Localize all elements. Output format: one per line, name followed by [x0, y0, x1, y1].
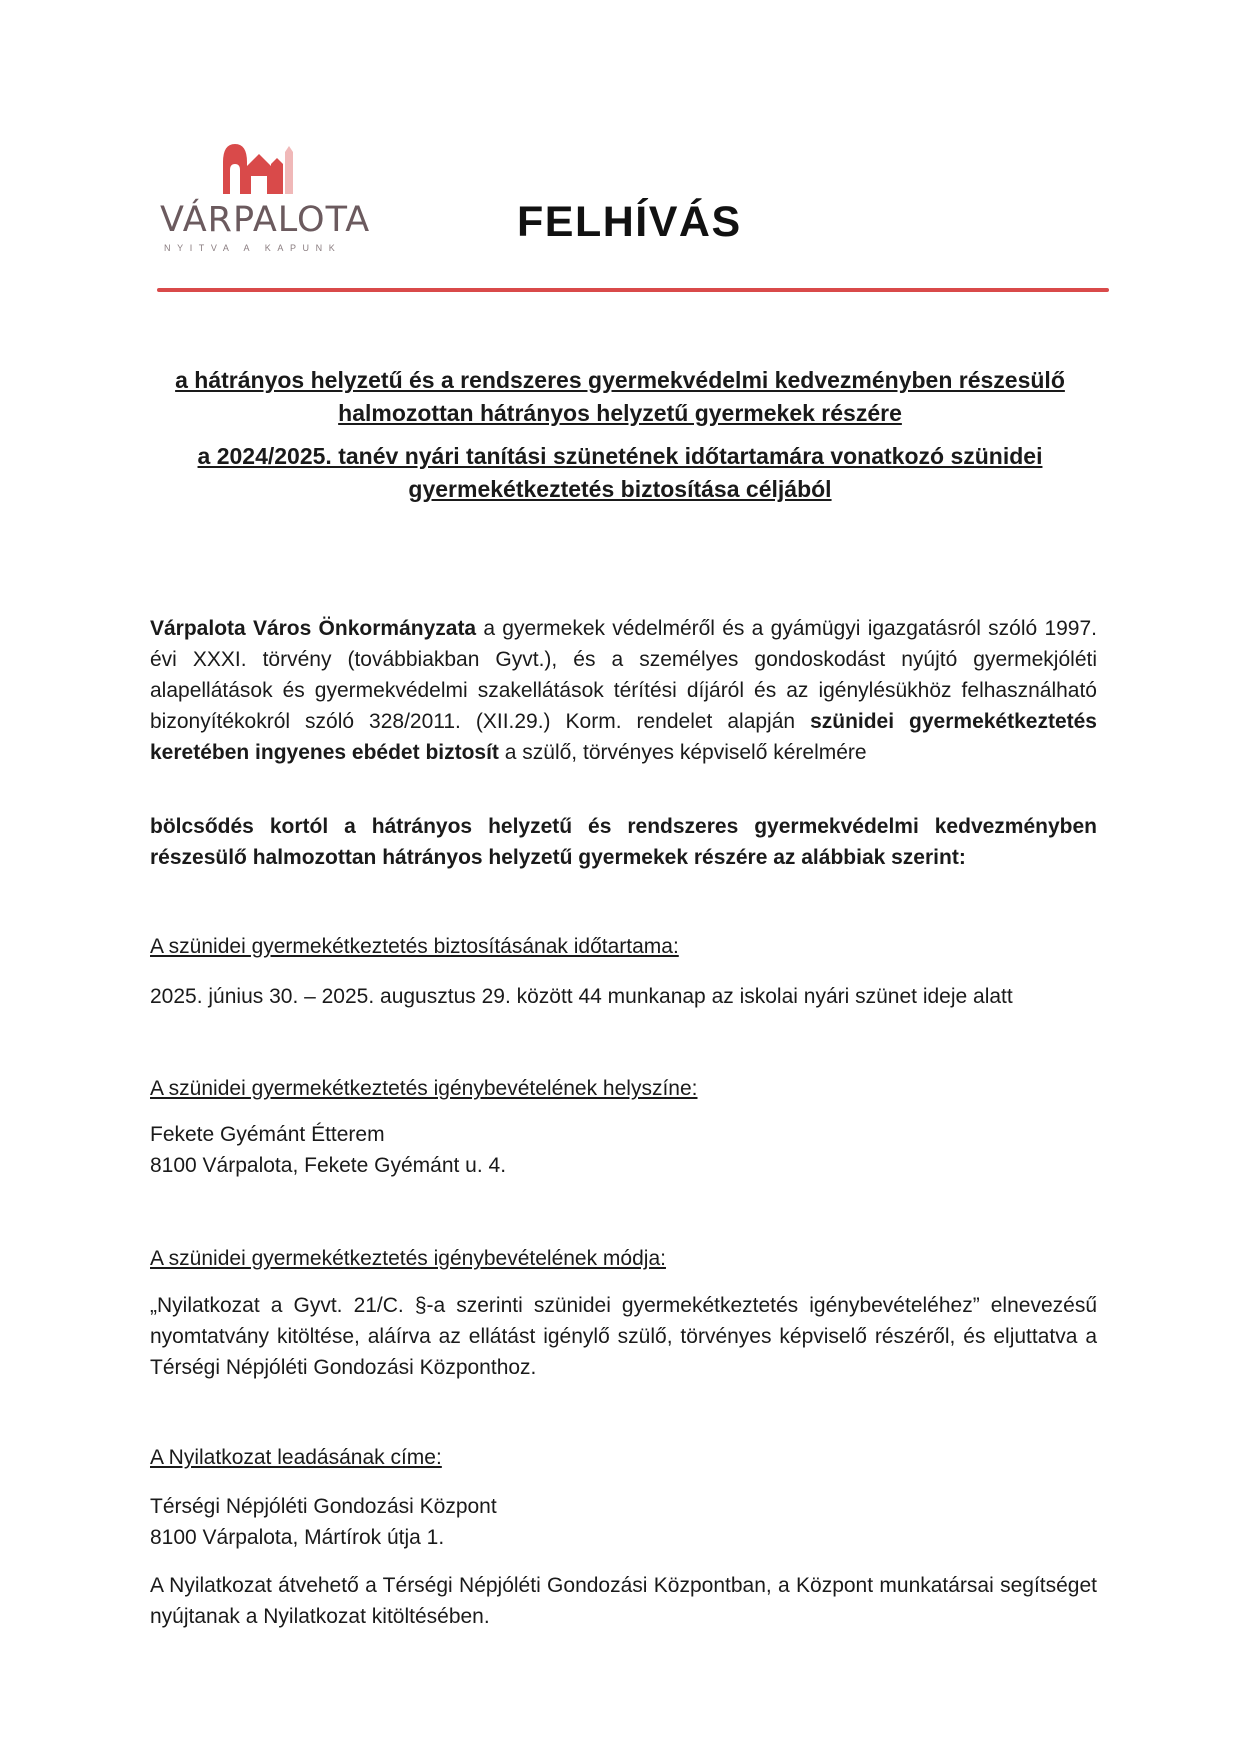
heading-line-1: a hátrányos helyzetű és a rendszeres gyermekvédelmi kedvezményben részesülő halmozottan hátrányos helyzetű gyermekek részére [175, 367, 1065, 426]
intro-paragraph [150, 613, 1097, 768]
submission-name: Térségi Népjóléti Gondozási Központ [150, 1495, 497, 1518]
intro-subject: Várpalota Város Önkormányzata [150, 617, 477, 640]
city-logo [160, 138, 375, 258]
intro-text-2: a szülő, törvényes képviselő kérelmére [498, 741, 867, 764]
mode-text: „Nyilatkozat a Gyvt. 21/C. §-a szerinti szünidei gyermekétkeztetés igénybevételéhez” elnevezésű nyomtatvány kitöltése, aláírva az ellátást igénylő szülő, törvényes képviselő részéről, és eljuttatva a Térségi Népjóléti Gondozási Központhoz. [150, 1294, 1097, 1379]
submission-heading: A Nyilatkozat leadásának címe: [150, 1446, 442, 1469]
page-title: FELHÍVÁS [517, 198, 742, 246]
submission-address: 8100 Várpalota, Mártírok útja 1. [150, 1526, 445, 1549]
submission-note: A Nyilatkozat átvehető a Térségi Népjóléti Gondozási Központban, a Központ munkatársai segítséget nyújtanak a Nyilatkozat kitöltésében. [150, 1574, 1097, 1628]
header-divider [157, 288, 1109, 292]
intro-text-1: a gyermekek védelméről és a gyámügyi igazgatásról szóló 1997. évi XXXI. törvény (továbbiakban Gyvt.), és a személyes gondoskodást nyújtó gyermekjóléti alapellátások és gyermekvédelmi szakellátások térítési díjáról és az igénylésükhöz felhasználható bizonyítékokról szóló 328/2011. (XII.29.) Korm. rendelet alapján [150, 617, 1097, 733]
duration-heading: A szünidei gyermekétkeztetés biztosításának időtartama: [150, 935, 679, 958]
location-name: Fekete Gyémánt Étterem [150, 1123, 385, 1146]
mode-heading: A szünidei gyermekétkeztetés igénybevételének módja: [150, 1247, 666, 1270]
location-address: 8100 Várpalota, Fekete Gyémánt u. 4. [150, 1154, 507, 1177]
location-heading: A szünidei gyermekétkeztetés igénybevételének helyszíne: [150, 1077, 698, 1100]
logo-tagline: NYITVA A KAPUNK [164, 243, 342, 253]
logo-name: VÁRPALOTA [160, 200, 371, 240]
duration-text: 2025. június 30. – 2025. augusztus 29. között 44 munkanap az iskolai nyári szünet ideje alatt [150, 985, 1013, 1008]
intro-emphasis: szünidei gyermekétkeztetés keretében ingyenes ebédet biztosít [150, 710, 1097, 764]
logo-tower [271, 158, 283, 194]
logo-house-2 [245, 154, 273, 194]
logo-tower-faded [285, 146, 293, 194]
target-group: bölcsődés kortól a hátrányos helyzetű és rendszeres gyermekvédelmi kedvezményben részesülő halmozottan hátrányos helyzetű gyermekek részére az alábbiak szerint: [150, 815, 1097, 869]
castle-houses-icon [223, 138, 309, 194]
logo-house-1 [223, 144, 247, 194]
heading-line-2: a 2024/2025. tanév nyári tanítási szünetének időtartamára vonatkozó szünidei gyermekétkeztetés biztosítása céljából [197, 443, 1043, 502]
